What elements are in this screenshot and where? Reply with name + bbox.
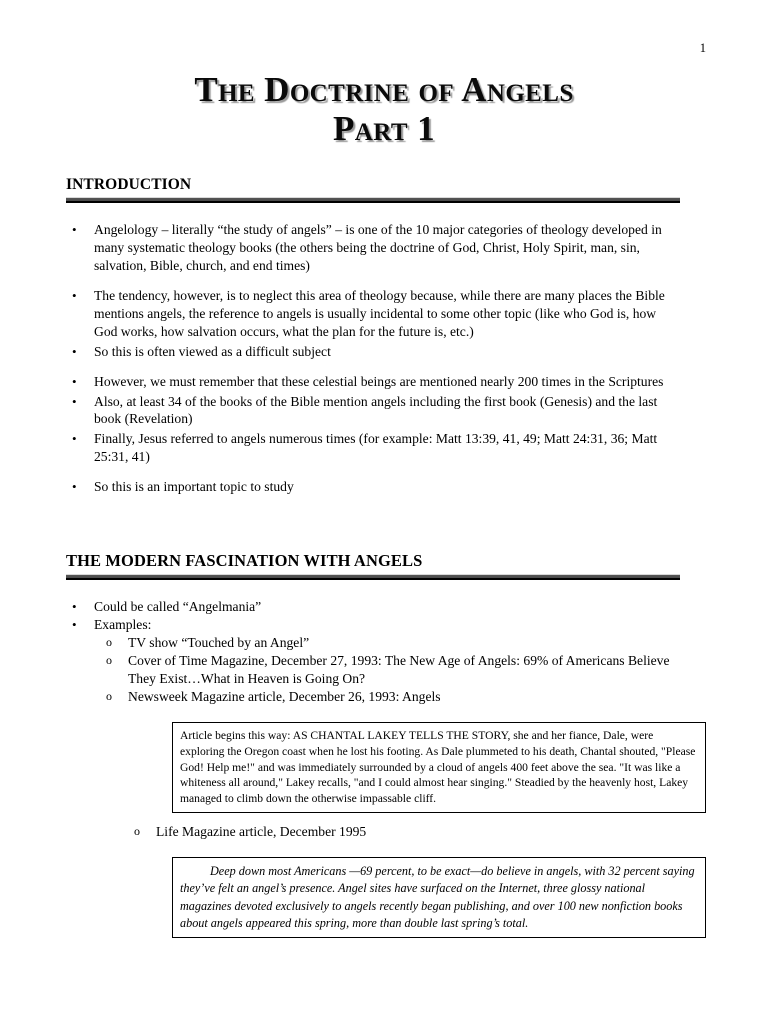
quote-box-text: Deep down most Americans —69 percent, to be exact—do believe in angels, with 32 percent saying they’ve felt an angel’s presence. Angel sites have surfaced on the Internet, three glossy national magazines devoted exclusively to angels recently began publishing, and over 100 new nonfiction books about angels appeared this spring, more than double last spring’s total. (180, 864, 695, 930)
list-item-text: So this is an important topic to study (94, 479, 294, 495)
quote-box-life-magazine (172, 857, 706, 938)
list-item (66, 343, 682, 361)
bullet-marker-icon: • (72, 431, 77, 447)
bullet-marker-icon: • (72, 616, 77, 632)
quote-box-newsweek (172, 722, 706, 813)
list-item-text: Cover of Time Magazine, December 27, 1993: The New Age of Angels: 69% of Americans Believe They Exist…What in Heaven is Going On? (128, 652, 670, 686)
subbullet-marker-icon: o (106, 652, 112, 667)
subbullet-marker-icon: o (134, 824, 140, 838)
title-line-1: The Doctrine of Angels (194, 70, 574, 109)
list-item (122, 823, 722, 841)
list-item (94, 688, 682, 706)
heading-text-modern-fascination: THE MODERN FASCINATION WITH ANGELS (66, 551, 423, 570)
list-item (94, 652, 682, 688)
list-item-text: Could be called “Angelmania” (94, 599, 262, 614)
list-item (66, 221, 682, 275)
list-item-text: Also, at least 34 of the books of the Bible mention angels including the first book (Genesis) and the last book (Revelation) (94, 393, 658, 427)
list-item-text: So this is often viewed as a difficult subject (94, 343, 331, 359)
list-item-text: Angelology – literally “the study of angels” – is one of the 10 major categories of theology developed in many systematic theology books (the others being the doctrine of God, Christ, Holy Spirit, man, sin, salvation, Bible, church, and end times) (94, 222, 662, 273)
list-item-text: The tendency, however, is to neglect this area of theology because, while there are many places the Bible mentions angels, the reference to angels is usually incidental to some other topic (like who God is, how God works, how salvation occurs, what the plan for the future is, etc.) (94, 287, 665, 339)
list-item-text: Life Magazine article, December 1995 (156, 824, 367, 839)
document-title (0, 70, 768, 148)
list-item-text: Finally, Jesus referred to angels numerous times (for example: Matt 13:39, 41, 49; Matt 24:31, 36; Matt 25:31, 41) (94, 431, 658, 465)
bullet-marker-icon: • (72, 479, 77, 495)
section-heading-modern-fascination (66, 552, 680, 580)
introduction-bullet-list (66, 221, 682, 496)
list-item-text: Newsweek Magazine article, December 26, 1993: Angels (128, 688, 441, 704)
page-number: 1 (699, 41, 706, 55)
list-item (66, 598, 682, 616)
bullet-marker-icon: • (72, 373, 77, 389)
bullet-marker-icon: • (72, 222, 77, 237)
subbullet-marker-icon: o (106, 634, 112, 649)
list-item-text: TV show “Touched by an Angel” (128, 634, 310, 650)
list-item (66, 430, 682, 466)
list-item (94, 634, 682, 652)
list-item-text: Examples: (94, 616, 152, 632)
title-line-2: Part 1 (333, 109, 435, 149)
heading-text-introduction: INTRODUCTION (66, 176, 192, 193)
sublist-container (66, 634, 682, 706)
list-item (66, 616, 682, 634)
list-item (66, 373, 682, 391)
modern-fascination-bullet-list (66, 598, 682, 706)
subbullet-marker-icon: o (106, 688, 112, 703)
bullet-marker-icon: • (72, 599, 77, 614)
bullet-marker-icon: • (72, 287, 77, 303)
heading-rule-modern-fascination (66, 574, 680, 580)
examples-sublist (94, 634, 682, 706)
section-heading-introduction (66, 176, 680, 203)
bullet-marker-icon: • (72, 393, 77, 409)
bullet-marker-icon: • (72, 343, 77, 359)
list-item-text: However, we must remember that these celestial beings are mentioned nearly 200 times in the Scriptures (94, 373, 664, 389)
life-magazine-sublist (122, 823, 722, 841)
list-item (66, 478, 682, 496)
quote-box-text: Article begins this way: AS CHANTAL LAKEY TELLS THE STORY, she and her fiance, Dale, were exploring the Oregon coast when he lost his footing. As Dale plummeted to his death, Chantal shouted, "Please God! Help me!" and was immediately surrounded by a cloud of angels 400 feet above the sea. "It was like a whiteness all around," Lakey recalls, "and I could almost hear singing." Steadied by the heavenly host, Lakey managed to climb down the otherwise impassable cliff. (180, 729, 696, 806)
heading-rule-introduction (66, 197, 680, 203)
list-item (66, 287, 682, 341)
list-item (66, 393, 682, 429)
